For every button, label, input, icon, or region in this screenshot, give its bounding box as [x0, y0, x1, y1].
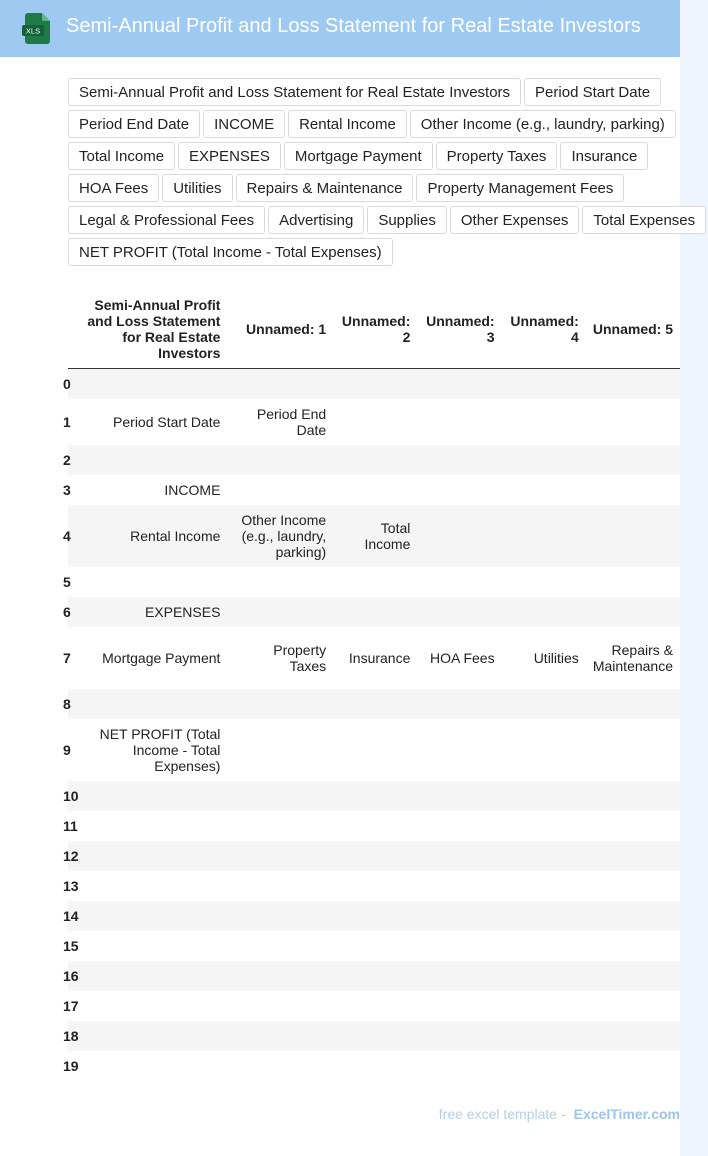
table-cell — [227, 961, 333, 991]
table-cell — [417, 961, 501, 991]
table-cell: INCOME — [164, 481, 221, 498]
table-row — [68, 627, 680, 689]
table-cell — [79, 1051, 228, 1081]
table-cell — [79, 991, 228, 1021]
column-header: Unnamed: 3 — [417, 290, 501, 369]
column-tag[interactable]: Legal & Professional Fees — [68, 206, 265, 234]
column-header: Unnamed: 5 — [586, 290, 680, 369]
table-cell — [502, 991, 586, 1021]
table-cell — [417, 871, 501, 901]
table-cell — [227, 781, 333, 811]
header-bar — [0, 0, 680, 57]
table-cell — [502, 811, 586, 841]
table-cell — [79, 369, 228, 399]
column-tag[interactable]: Supplies — [367, 206, 447, 234]
table-cell — [586, 931, 680, 961]
table-cell — [333, 445, 417, 475]
table-cell — [227, 871, 333, 901]
table-cell — [586, 445, 680, 475]
table-cell: Rental Income — [79, 505, 228, 567]
column-tag[interactable]: Repairs & Maintenance — [236, 174, 414, 202]
table-cell — [417, 475, 501, 505]
table-cell — [227, 475, 333, 505]
table-cell — [79, 1021, 228, 1051]
table-row — [68, 475, 680, 505]
column-tag[interactable]: HOA Fees — [68, 174, 159, 202]
table-cell — [586, 901, 680, 931]
footer-brand-link[interactable]: ExcelTimer.com — [573, 1106, 680, 1122]
table-cell — [417, 811, 501, 841]
column-tags — [68, 78, 708, 266]
table-cell — [227, 1051, 333, 1081]
table-row — [68, 991, 680, 1021]
table-row — [68, 931, 680, 961]
row-index: 1 — [63, 413, 71, 430]
table-row — [68, 505, 680, 567]
row-index: 15 — [63, 937, 79, 954]
table-row — [68, 689, 680, 719]
table-cell — [79, 445, 228, 475]
table-cell: Period Start Date — [113, 413, 221, 430]
table-cell — [333, 567, 417, 597]
table-cell — [79, 781, 228, 811]
table-row — [68, 567, 680, 597]
table-cell — [586, 475, 680, 505]
column-tag[interactable]: Total Income — [68, 142, 175, 170]
row-index: 7 — [63, 649, 71, 666]
table-row — [68, 369, 680, 399]
table-row — [68, 841, 680, 871]
row-index: 13 — [63, 877, 79, 894]
table-cell — [586, 961, 680, 991]
table-cell — [417, 1021, 501, 1051]
column-tag[interactable]: Insurance — [560, 142, 648, 170]
table-cell — [79, 901, 228, 931]
table-row — [68, 445, 680, 475]
table-cell: Property Taxes — [273, 641, 327, 674]
table-cell — [79, 811, 228, 841]
table-cell: HOA Fees — [430, 649, 495, 666]
column-tag[interactable]: Mortgage Payment — [284, 142, 433, 170]
table-cell — [586, 369, 680, 399]
row-index: 11 — [63, 817, 78, 834]
table-cell — [417, 1051, 501, 1081]
table-row — [68, 399, 680, 445]
table-cell — [227, 841, 333, 871]
table-cell — [502, 689, 586, 719]
table-row — [68, 811, 680, 841]
logo-text: XLS — [25, 26, 41, 36]
table-cell — [79, 689, 228, 719]
table-cell — [417, 901, 501, 931]
table-cell — [333, 399, 417, 445]
table-cell: Insurance — [348, 649, 411, 666]
xls-file-icon — [22, 13, 50, 44]
column-tag[interactable]: Rental Income — [288, 110, 407, 138]
table-row — [68, 961, 680, 991]
column-tag[interactable]: Other Expenses — [450, 206, 580, 234]
table-cell — [586, 505, 680, 567]
table-cell — [417, 931, 501, 961]
table-row — [68, 901, 680, 931]
table-cell — [79, 871, 228, 901]
data-table — [63, 290, 680, 1081]
table-cell — [502, 1051, 586, 1081]
table-cell — [586, 1021, 680, 1051]
table-cell — [79, 841, 228, 871]
row-index: 6 — [68, 597, 79, 627]
table-cell — [586, 597, 680, 627]
table-cell — [333, 901, 417, 931]
table-cell — [79, 961, 228, 991]
table-cell: Mortgage Payment — [102, 649, 221, 666]
row-index: 19 — [63, 1057, 79, 1074]
row-index: 4 — [68, 505, 79, 567]
table-cell — [586, 991, 680, 1021]
table-cell — [502, 475, 586, 505]
column-tag[interactable]: Property Management Fees — [416, 174, 624, 202]
table-cell — [227, 369, 333, 399]
table-cell — [417, 841, 501, 871]
table-cell — [227, 901, 333, 931]
table-cell — [333, 689, 417, 719]
table-cell — [333, 369, 417, 399]
column-tag[interactable]: Other Income (e.g., laundry, parking) — [410, 110, 676, 138]
row-index: 12 — [68, 841, 79, 871]
table-cell — [333, 475, 417, 505]
table-cell — [227, 931, 333, 961]
table-cell — [502, 781, 586, 811]
table-cell — [227, 689, 333, 719]
table-cell — [333, 841, 417, 871]
column-tag[interactable]: Total Expenses — [582, 206, 706, 234]
table-cell — [586, 567, 680, 597]
table-cell — [333, 1051, 417, 1081]
row-index: 0 — [68, 369, 79, 399]
table-cell — [417, 719, 501, 781]
column-header: Semi-Annual Profit and Loss Statement for Real Estate Investors — [79, 290, 228, 369]
row-index: 8 — [68, 689, 79, 719]
table-cell — [79, 567, 228, 597]
table-cell — [417, 399, 501, 445]
table-cell — [227, 991, 333, 1021]
table-cell — [502, 931, 586, 961]
table-cell — [502, 961, 586, 991]
column-tag[interactable]: Semi-Annual Profit and Loss Statement for Real Estate Investors — [68, 78, 521, 106]
table-cell — [333, 991, 417, 1021]
table-cell — [502, 445, 586, 475]
table-cell — [333, 719, 417, 781]
table-cell — [586, 399, 680, 445]
footer-prefix: free excel template - — [438, 1106, 566, 1122]
table-cell — [586, 871, 680, 901]
table-cell — [333, 597, 417, 627]
row-index: 10 — [68, 781, 79, 811]
table-cell — [586, 781, 680, 811]
column-tag[interactable]: Period Start Date — [524, 78, 661, 106]
footer — [0, 1106, 680, 1122]
table-cell — [502, 399, 586, 445]
table-cell: Utilities — [533, 649, 579, 666]
table-row — [68, 1051, 680, 1081]
column-tag[interactable]: NET PROFIT (Total Income - Total Expenses) — [68, 238, 393, 266]
column-tag[interactable]: Utilities — [162, 174, 232, 202]
table-cell: EXPENSES — [79, 597, 228, 627]
table-cell — [333, 871, 417, 901]
table-cell — [586, 1051, 680, 1081]
table-cell: NET PROFIT (Total Income - Total Expenses) — [99, 725, 221, 774]
table-cell — [79, 931, 228, 961]
row-index: 17 — [63, 997, 79, 1014]
table-cell — [417, 505, 501, 567]
table-cell — [502, 567, 586, 597]
row-index: 9 — [63, 741, 71, 758]
table-cell — [502, 505, 586, 567]
column-header: Unnamed: 4 — [502, 290, 586, 369]
table-cell — [417, 781, 501, 811]
table-cell — [333, 961, 417, 991]
table-cell — [586, 689, 680, 719]
table-cell — [502, 1021, 586, 1051]
column-header: Unnamed: 2 — [333, 290, 417, 369]
table-cell — [502, 597, 586, 627]
table-cell — [227, 597, 333, 627]
table-cell — [417, 597, 501, 627]
table-cell — [586, 811, 680, 841]
data-table-container — [63, 290, 680, 1082]
table-cell — [417, 689, 501, 719]
table-cell — [502, 369, 586, 399]
column-header: Unnamed: 1 — [227, 290, 333, 369]
table-row — [68, 1021, 680, 1051]
column-tag[interactable]: Period End Date — [68, 110, 200, 138]
table-cell: Period End Date — [256, 405, 327, 438]
table-cell — [586, 719, 680, 781]
table-cell — [417, 991, 501, 1021]
table-cell — [417, 445, 501, 475]
table-row — [68, 871, 680, 901]
table-cell: Repairs & Maintenance — [592, 641, 673, 674]
table-row — [68, 781, 680, 811]
table-cell — [333, 1021, 417, 1051]
table-cell — [417, 567, 501, 597]
table-cell — [333, 811, 417, 841]
table-row — [68, 597, 680, 627]
table-cell — [333, 931, 417, 961]
row-index: 14 — [68, 901, 79, 931]
table-cell — [417, 369, 501, 399]
table-cell: Other Income (e.g., laundry, parking) — [227, 505, 333, 567]
column-tag[interactable]: INCOME — [203, 110, 285, 138]
table-cell — [586, 841, 680, 871]
table-cell — [502, 901, 586, 931]
table-header-row — [68, 290, 680, 369]
table-row — [68, 719, 680, 781]
table-cell — [227, 567, 333, 597]
table-cell: Total Income — [333, 505, 417, 567]
row-index: 16 — [68, 961, 79, 991]
row-index: 18 — [68, 1021, 79, 1051]
table-cell — [502, 871, 586, 901]
column-tag[interactable]: EXPENSES — [178, 142, 281, 170]
column-tag[interactable]: Property Taxes — [436, 142, 558, 170]
table-cell — [333, 781, 417, 811]
table-cell — [502, 841, 586, 871]
page-title: Semi-Annual Profit and Loss Statement for Real Estate Investors — [66, 15, 641, 37]
table-cell — [502, 719, 586, 781]
table-cell — [227, 719, 333, 781]
row-index: 2 — [68, 445, 79, 475]
table-cell — [227, 445, 333, 475]
row-index: 3 — [63, 481, 71, 498]
table-cell — [227, 811, 333, 841]
table-cell — [227, 1021, 333, 1051]
column-tag[interactable]: Advertising — [268, 206, 364, 234]
row-index: 5 — [63, 573, 71, 590]
index-header — [68, 290, 79, 369]
